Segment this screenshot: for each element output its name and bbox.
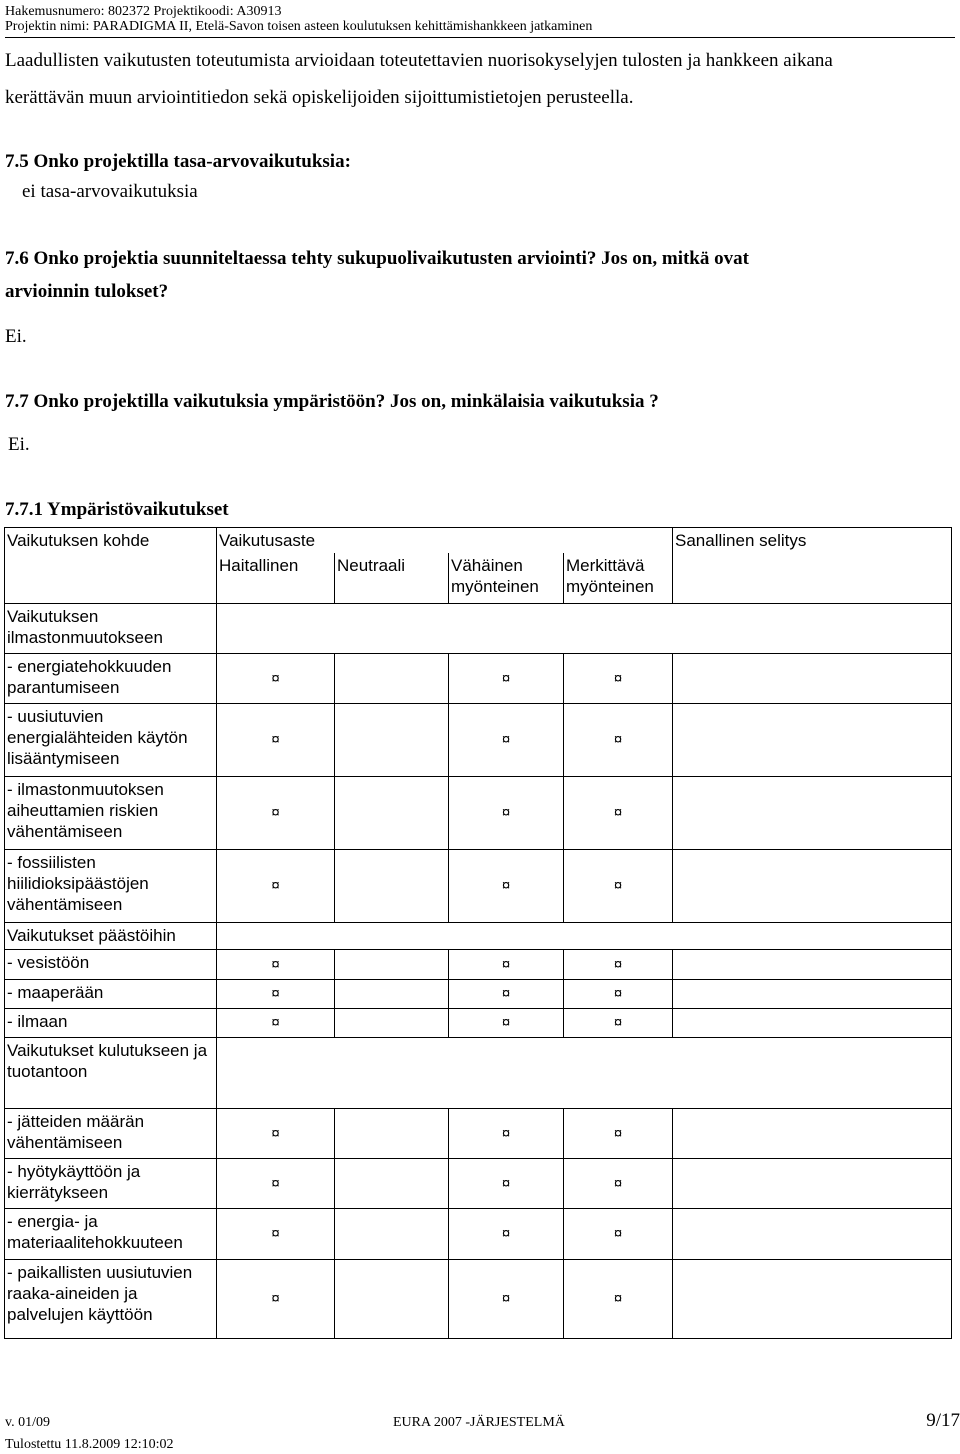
header-neutral: Neutraali	[335, 553, 449, 603]
header-impact-target: Vaikutuksen kohde	[5, 528, 217, 554]
impact-marker: ¤	[217, 703, 335, 776]
empty-cell	[673, 1208, 952, 1259]
empty-cell	[673, 1259, 952, 1338]
row-label: - hyötykäyttöön ja kierrätykseen	[5, 1158, 217, 1208]
impact-marker: ¤	[564, 1158, 673, 1208]
header-explanation-blank	[673, 553, 952, 603]
row-label: Vaikutuksen ilmastonmuutokseen	[5, 603, 217, 653]
impact-marker: ¤	[564, 1259, 673, 1338]
row-label: - ilmastonmuutoksen aiheuttamien riskien vähentämiseen	[5, 776, 217, 849]
impact-marker: ¤	[449, 849, 564, 922]
impact-marker: ¤	[564, 1008, 673, 1037]
footer-system-name: EURA 2007 -JÄRJESTELMÄ	[393, 1415, 565, 1430]
row-label: - energiatehokkuuden parantumiseen	[5, 653, 217, 703]
row-label: - ilmaan	[5, 1008, 217, 1037]
empty-cell	[673, 849, 952, 922]
row-label: - maaperään	[5, 979, 217, 1008]
paragraph-line-1: Laadullisten vaikutusten toteutumista arvioidaan toteutettavien nuorisokyselyjen tulosten ja hankkeen aikana	[5, 50, 833, 71]
impact-marker: ¤	[217, 653, 335, 703]
section-7-6-title-line-2: arvioinnin tulokset?	[5, 281, 169, 302]
footer-version: v. 01/09	[5, 1415, 50, 1430]
impact-marker: ¤	[564, 979, 673, 1008]
table-row	[5, 776, 952, 849]
impact-marker: ¤	[217, 1108, 335, 1158]
table-row	[5, 1108, 952, 1158]
table-row	[5, 703, 952, 776]
table-row	[5, 1208, 952, 1259]
header-divider	[5, 37, 955, 38]
impact-marker: ¤	[449, 1008, 564, 1037]
table-row	[5, 949, 952, 979]
impact-marker: ¤	[217, 949, 335, 979]
environmental-impacts-table	[4, 527, 952, 1339]
row-blank-span	[217, 603, 952, 653]
empty-cell	[335, 949, 449, 979]
empty-cell	[335, 1158, 449, 1208]
impact-marker: ¤	[217, 1208, 335, 1259]
impact-marker: ¤	[449, 1158, 564, 1208]
impact-marker: ¤	[217, 979, 335, 1008]
impact-marker: ¤	[217, 1259, 335, 1338]
section-7-7-title: 7.7 Onko projektilla vaikutuksia ympäristöön? Jos on, minkälaisia vaikutuksia ?	[5, 391, 659, 412]
row-blank-span	[217, 1037, 952, 1108]
impact-marker: ¤	[449, 1108, 564, 1158]
row-label: - jätteiden määrän vähentämiseen	[5, 1108, 217, 1158]
row-label: - uusiutuvien energialähteiden käytön lisääntymiseen	[5, 703, 217, 776]
impact-marker: ¤	[217, 1008, 335, 1037]
empty-cell	[673, 1008, 952, 1037]
row-label: - energia- ja materiaalitehokkuuteen	[5, 1208, 217, 1259]
impact-marker: ¤	[564, 849, 673, 922]
row-label: - vesistöön	[5, 949, 217, 979]
impact-marker: ¤	[449, 949, 564, 979]
impact-marker: ¤	[564, 949, 673, 979]
row-label: - fossiilisten hiilidioksipäästöjen vähentämiseen	[5, 849, 217, 922]
empty-cell	[673, 703, 952, 776]
empty-cell	[673, 1108, 952, 1158]
table-row	[5, 653, 952, 703]
section-7-5-title: 7.5 Onko projektilla tasa-arvovaikutuksia:	[5, 151, 351, 172]
impact-marker: ¤	[217, 1158, 335, 1208]
impact-marker: ¤	[564, 653, 673, 703]
table-row	[5, 1037, 952, 1108]
paragraph-line-2: kerättävän muun arviointitiedon sekä opiskelijoiden sijoittumistietojen perusteella.	[5, 87, 634, 108]
empty-cell	[335, 849, 449, 922]
table-row	[5, 979, 952, 1008]
row-blank-span	[217, 922, 952, 949]
empty-cell	[673, 776, 952, 849]
impact-marker: ¤	[217, 776, 335, 849]
table-row	[5, 1008, 952, 1037]
impact-marker: ¤	[449, 776, 564, 849]
footer-page-number: 9/17	[926, 1410, 960, 1431]
project-name-line: Projektin nimi: PARADIGMA II, Etelä-Savon toisen asteen koulutuksen kehittämishankkeen jatkaminen	[5, 19, 593, 34]
application-number-line: Hakemusnumero: 802372 Projektikoodi: A30913	[5, 4, 282, 19]
header-significant-positive: Merkittävä myönteinen	[564, 553, 673, 603]
header-verbal-explanation: Sanallinen selitys	[673, 528, 952, 554]
section-7-6-answer: Ei.	[5, 326, 27, 347]
table-row	[5, 849, 952, 922]
impact-marker: ¤	[564, 1208, 673, 1259]
table-row	[5, 922, 952, 949]
header-blank-cell	[5, 553, 217, 603]
row-label: Vaikutukset päästöihin	[5, 922, 217, 949]
empty-cell	[673, 949, 952, 979]
header-harmful: Haitallinen	[217, 553, 335, 603]
table-row	[5, 1259, 952, 1338]
section-7-5-answer: ei tasa-arvovaikutuksia	[22, 181, 198, 202]
empty-cell	[335, 703, 449, 776]
empty-cell	[335, 776, 449, 849]
footer-print-timestamp: Tulostettu 11.8.2009 12:10:02	[5, 1437, 174, 1452]
empty-cell	[335, 1208, 449, 1259]
row-label: Vaikutukset kulutukseen ja tuotantoon	[5, 1037, 217, 1108]
table-row	[5, 1158, 952, 1208]
empty-cell	[673, 653, 952, 703]
empty-cell	[335, 653, 449, 703]
table-row	[5, 603, 952, 653]
empty-cell	[673, 1158, 952, 1208]
impact-marker: ¤	[449, 1208, 564, 1259]
impact-marker: ¤	[449, 653, 564, 703]
impact-marker: ¤	[449, 979, 564, 1008]
impact-marker: ¤	[217, 849, 335, 922]
row-label: - paikallisten uusiutuvien raaka-aineiden ja palvelujen käyttöön	[5, 1259, 217, 1338]
empty-cell	[335, 1108, 449, 1158]
impact-marker: ¤	[449, 1259, 564, 1338]
empty-cell	[335, 1008, 449, 1037]
impact-marker: ¤	[449, 703, 564, 776]
section-7-7-answer: Ei.	[8, 434, 30, 455]
impact-marker: ¤	[564, 703, 673, 776]
empty-cell	[673, 979, 952, 1008]
impact-marker: ¤	[564, 776, 673, 849]
section-7-6-title-line-1: 7.6 Onko projektia suunniteltaessa tehty sukupuolivaikutusten arviointi? Jos on, mitkä ovat	[5, 248, 749, 269]
header-impact-degree: Vaikutusaste	[217, 528, 673, 554]
empty-cell	[335, 1259, 449, 1338]
empty-cell	[335, 979, 449, 1008]
header-minor-positive: Vähäinen myönteinen	[449, 553, 564, 603]
impact-marker: ¤	[564, 1108, 673, 1158]
section-7-7-1-title: 7.7.1 Ympäristövaikutukset	[5, 499, 229, 520]
